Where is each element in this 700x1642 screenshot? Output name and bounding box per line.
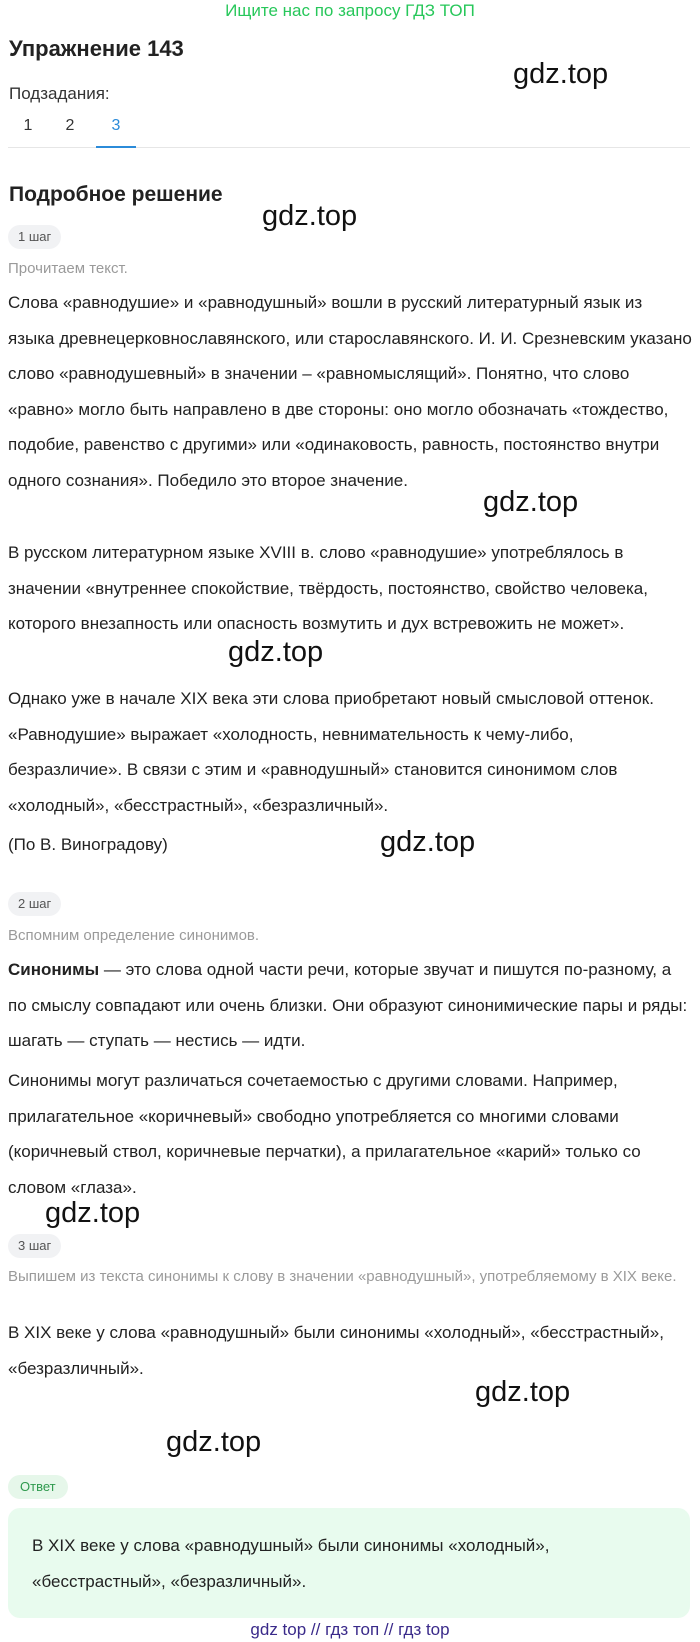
watermark: gdz.top (513, 58, 609, 90)
watermark: gdz.top (45, 1197, 141, 1229)
synonyms-term: Синонимы (8, 960, 100, 979)
step-1-badge: 1 шаг (8, 225, 61, 249)
synonyms-definition: — это слова одной части речи, которые звучат и пишутся по-разному, а по смыслу совпадают или очень близки. Они образуют синонимические пары и ряды: шагать — ступать — нестись — идти. (8, 960, 688, 1050)
step-1-paragraph-3: Однако уже в начале XIX века эти слова приобретают новый смысловой оттенок. «Равнодушие» выражает «холодность, невнимательность к чему-либо, безразличие». В связи с этим и «равнодушный» становится синонимом слов «холодный», «бесстрастный», «безразличный». (8, 689, 654, 815)
watermark: gdz.top (262, 200, 358, 232)
exercise-title: Упражнение 143 (9, 36, 184, 61)
watermark: gdz.top (380, 826, 476, 858)
watermark: gdz.top (475, 1376, 571, 1408)
section-title: Подробное решение (9, 183, 223, 206)
step-2-definition (8, 952, 692, 1059)
watermark: gdz.top (166, 1426, 262, 1458)
watermark: gdz.top (483, 486, 579, 518)
step-1-paragraph-2: В русском литературном языке XVIII в. слово «равнодушие» употреблялось в значении «внутреннее спокойствие, твёрдость, постоянство, свойство человека, которого внезапность или опасность возмутить и дух встревожить не может». (8, 543, 648, 633)
step-1-source: (По В. Виноградову) (8, 835, 168, 854)
top-banner: Ищите нас по запросу ГДЗ ТОП (225, 1, 475, 20)
answer-badge: Ответ (8, 1475, 68, 1499)
step-3-badge: 3 шаг (8, 1234, 61, 1258)
step-1-paragraph-1: Слова «равнодушие» и «равнодушный» вошли в русский литературный язык из языка древнецерковнославянского, или старославянского. И. И. Срезневским указано слово «равнодушевный» в значении – «равномыслящий». Понятно, что слово «равно» могло быть направлено в две стороны: оно могло обозначать «тождество, подобие, равенство с другими» или «одинаковость, равность, постоянство внутри одного сознания». Победило это второе значение. (8, 293, 692, 490)
step-2-paragraph-2: Синонимы могут различаться сочетаемостью с другими словами. Например, прилагательное «коричневый» свободно употребляется со многими словами (коричневый ствол, коричневые перчатки), а прилагательное «карий» только со словом «глаза». (8, 1071, 641, 1197)
subtask-tabs (8, 108, 690, 148)
step-1-hint: Прочитаем текст. (8, 260, 128, 277)
step-2-hint: Вспомним определение синонимов. (8, 927, 260, 944)
watermark: gdz.top (228, 636, 324, 668)
step-3-hint: Выпишем из текста синонимы к слову в значении «равнодушный», употребляемому в XIX веке. (8, 1268, 677, 1285)
subtask-tab-1[interactable]: 1 (23, 117, 33, 134)
footer-links[interactable]: gdz top // гдз топ // гдз top (250, 1620, 450, 1639)
subtask-tab-3[interactable]: 3 (96, 108, 136, 148)
subtask-tab-2[interactable]: 2 (65, 117, 75, 134)
subtasks-label: Подзадания: (9, 84, 110, 103)
answer-text: В XIX веке у слова «равнодушный» были синонимы «холодный», «бесстрастный», «безразличный». (32, 1536, 550, 1591)
step-3-paragraph: В XIX веке у слова «равнодушный» были синонимы «холодный», «бесстрастный», «безразличный». (8, 1323, 664, 1378)
step-2-badge: 2 шаг (8, 892, 61, 916)
answer-box (8, 1508, 690, 1618)
